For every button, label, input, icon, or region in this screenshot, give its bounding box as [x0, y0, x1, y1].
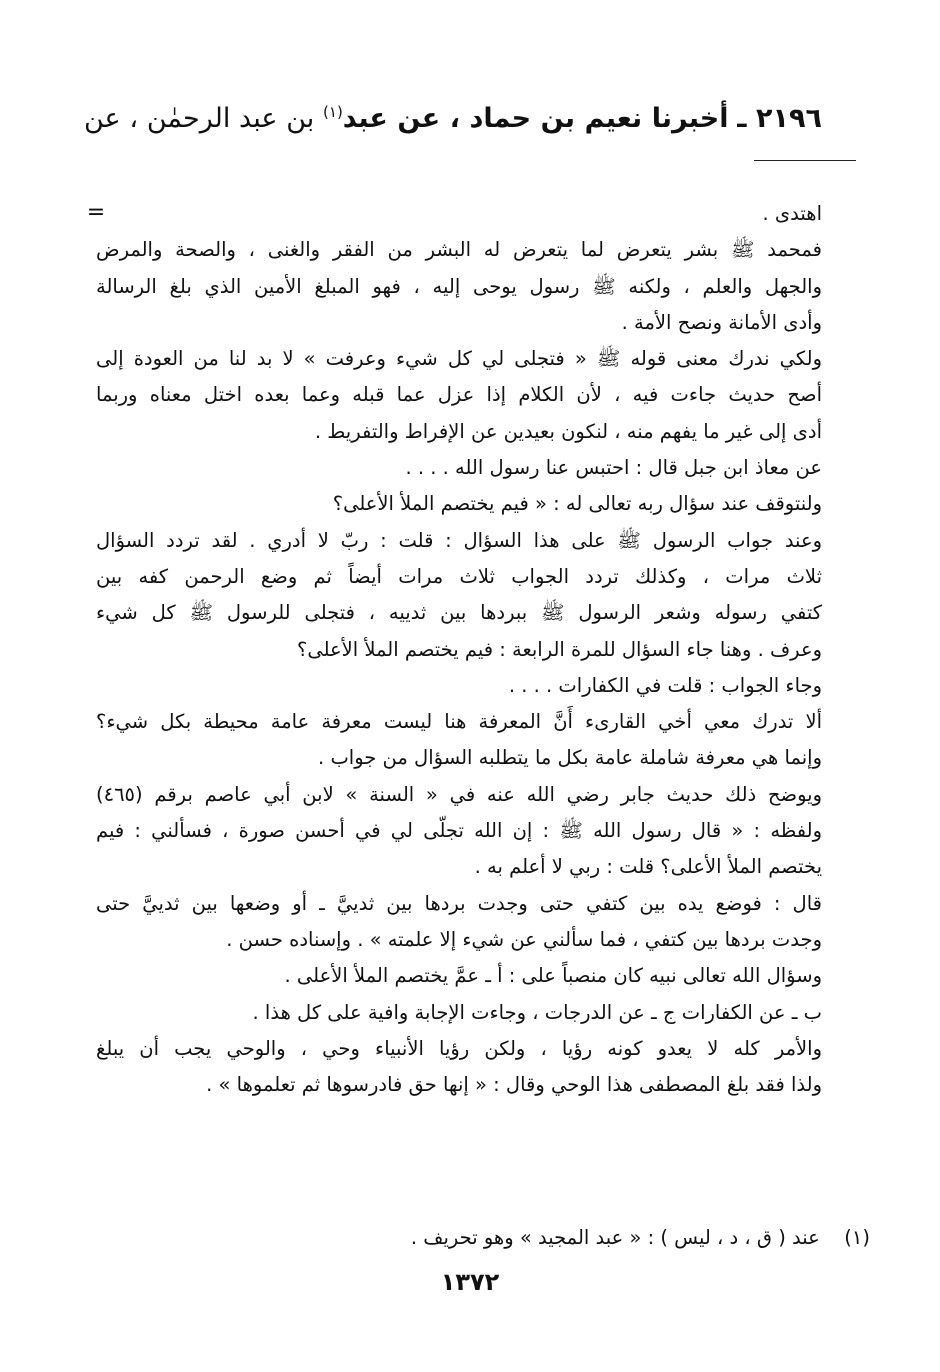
- text-line: وعرف . وهنا جاء السؤال للمرة الرابعة : فيم يختصم الملأ الأعلى؟: [296, 637, 822, 661]
- footnote-separator-rule: [754, 160, 856, 161]
- text-line: وجاء الجواب : قلت في الكفارات . . . .: [508, 673, 822, 697]
- text-line: ولفظه : « قال رسول الله ﷺ : إن الله تجلّى لي في أحسن صورة ، فسألني : فيم: [96, 819, 822, 843]
- text-line: وعند جواب الرسول ﷺ على هذا السؤال : قلت : ربّ لا أدري . لقد تردد السؤال: [96, 528, 822, 552]
- text-line: أصح حديث جاءت فيه ، لأن الكلام إذا عزل عما قبله وعما بعده اختل معناه وربما: [96, 383, 822, 407]
- text-line: عن معاذ ابن جبل قال : احتبس عنا رسول الله . . . .: [405, 456, 822, 480]
- text-line: وأدى الأمانة ونصح الأمة .: [621, 310, 822, 334]
- text-line: ولنتوقف عند سؤال ربه تعالى له : « فيم يختصم الملأ الأعلى؟: [332, 492, 822, 516]
- text-line: ب ـ عن الكفارات ج ـ عن الدرجات ، وجاءت الإجابة وافية على كل هذا .: [252, 1000, 822, 1024]
- footnote-text: عند ( ق ، د ، ليس ) : « عبد المجيد » وهو تحريف .: [410, 1226, 820, 1249]
- text-line: ولذا فقد بلغ المصطفى هذا الوحي وقال : « إنها حق فادرسوها ثم تعلموها » .: [206, 1073, 822, 1097]
- continuation-mark: =: [86, 200, 106, 225]
- hadith-header: [84, 96, 822, 142]
- text-line: ألا تدرك معي أخي القارىء أَنَّ المعرفة هنا ليست معرفة عامة محيطة بكل شيء؟: [96, 710, 822, 734]
- text-line: وسؤال الله تعالى نبيه كان منصباً على : أ ـ عمَّ يختصم الملأ الأعلى .: [284, 964, 822, 988]
- hadith-chain-end: بن عبد الرحمٰن ، عن: [84, 103, 315, 134]
- hadith-chain-start: أخبرنا نعيم بن حماد ، عن عبد: [342, 103, 729, 134]
- hadith-number: ٢١٩٦ ـ: [737, 103, 822, 134]
- text-line: والجهل والعلم ، ولكنه ﷺ رسول يوحى إليه ، فهو المبلغ الأمين الذي بلغ الرسالة: [96, 274, 822, 298]
- text-line: أدى إلى غير ما يفهم منه ، لنكون بعيدين عن الإفراط والتفريط .: [314, 419, 822, 443]
- page-number: ١٣٧٢: [440, 1268, 500, 1296]
- text-line: فمحمد ﷺ بشر يتعرض لما يتعرض له البشر من الفقر والغنى ، والصحة والمرض: [96, 238, 822, 262]
- commentary-text: [96, 196, 822, 1103]
- text-line: وإنما هي معرفة شاملة عامة بكل ما يتطلبه السؤال من جواب .: [318, 746, 822, 770]
- text-line: قال : فوضع يده بين كتفي حتى وجدت بردها بين ثدييَّ ـ أو وضعها بين ثدييَّ حتى: [96, 891, 822, 915]
- text-line: ثلاث مرات ، وكذلك تردد الجواب ثلاث مرات أيضاً ثم وضع الرحمن كفه بين: [96, 564, 822, 588]
- text-line: كتفي رسوله وشعر الرسول ﷺ ببردها بين ثدييه ، فتجلى للرسول ﷺ كل شيء: [96, 601, 822, 625]
- text-line: يختصم الملأ الأعلى؟ قلت : ربي لا أعلم به .: [474, 855, 822, 879]
- text-line: والأمر كله لا يعدو كونه رؤيا ، ولكن رؤيا الأنبياء وحي ، والوحي يجب أن يبلغ: [96, 1036, 822, 1060]
- footnote-marker: (١): [844, 1226, 870, 1249]
- footnote-reference: (١): [323, 103, 343, 121]
- text-line: ويوضح ذلك حديث جابر رضي الله عنه في « السنة » لابن أبي عاصم برقم (٤٦٥): [96, 782, 822, 806]
- text-line: ولكي ندرك معنى قوله ﷺ « فتجلى لي كل شيء وعرفت » لا بد لنا من العودة إلى: [96, 347, 822, 371]
- text-line: وجدت بردها بين كتفي ، فما سألني عن شيء إلا علمته » . وإسناده حسن .: [226, 927, 822, 951]
- footnote: [96, 1221, 870, 1255]
- text-line: اهتدى .: [762, 202, 822, 225]
